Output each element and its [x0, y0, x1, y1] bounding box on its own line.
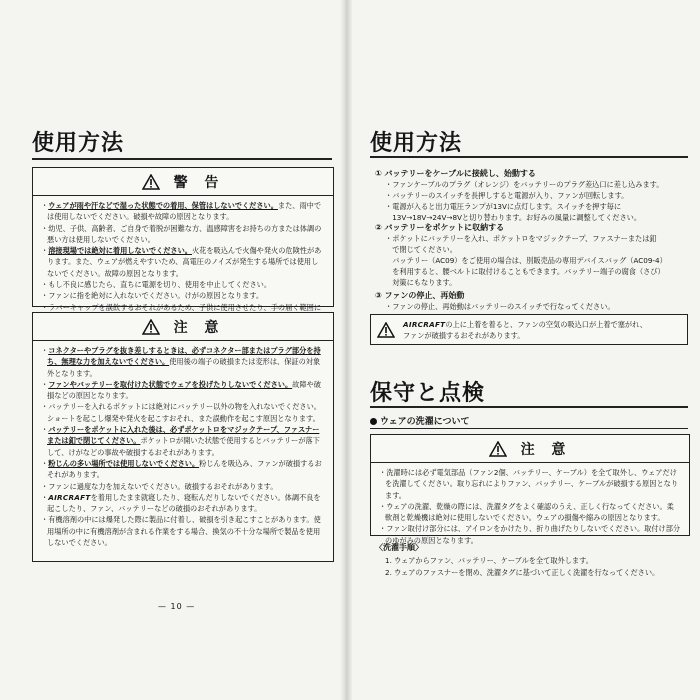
caution-heading: 注 意 — [173, 319, 225, 336]
list-item: ・ バッテリーをポケットに入れた後は、必ずポケットロをマジックテープ、ファスナーまたは釦で閉じてください。ポケットロが開いた状態で使用するとバッテリーが落下して、けがなどの事故や破損するおそれがあります。 — [47, 424, 325, 458]
title-rule — [32, 158, 332, 160]
emphasis-text: ファンやバッテリーを取付けた状態でウェアを投げたりしないでください。 — [48, 379, 293, 389]
list-item: ・ 幼児、子供、高齢者、ご自身で着脱が困難な方、温感障害をお持ちの方または体調の悪い方は使用しないでください。 — [47, 223, 325, 246]
step-lines — [385, 233, 667, 288]
step-line: バッテリー（AC09）をご使用の場合は、別販売品の専用デバイスバッグ（AC09-4） — [385, 256, 667, 265]
page-title: 使用方法 — [370, 131, 463, 156]
list-item: ・ 有機溶剤の中には爆発した際に製品に付着し、破損を引き起こすことがあります。使用場所の中に有機溶剤が含まれる作業をする場合、換気の不十分な場所で製品を使用しないでください。 — [47, 514, 325, 548]
list-item: ・ ファン取付け部分には、アイロンをかけたり、折り曲げたりしないでください。取付け部分のゆがみの原因となります。 — [385, 523, 681, 546]
warning-box — [32, 167, 334, 312]
emphasis-text: コネクターやプラグを抜き差しするときは、必ずコネクター部またはプラグ部分を持ち、無理な力を加えないでください。 — [47, 346, 321, 367]
step-title: ② バッテリーをポケットに収納する — [375, 223, 505, 232]
laundry-heading — [370, 414, 469, 427]
step-line: を利用すると、腰ベルトに取付けることもできます。バッテリー端子の腐食（さび） — [385, 267, 665, 276]
list-item: ・ AIRCRAFTを着用したまま就寝したり、寝転んだりしないでください。体調不良を起こしたり、ファン、バッテリーなどの破損のおそれがあります。 — [47, 492, 325, 515]
warning-heading: 警 告 — [173, 174, 225, 191]
list-item: ・ コネクターやプラグを抜き差しするときは、必ずコネクター部またはプラグ部分を持ち、無理な力を加えないでください。使用後の端子の破損または変形は、保証の対象外となります。 — [47, 345, 325, 379]
page-number: — 10 — — [158, 602, 196, 611]
aircraft-warning-strip — [370, 314, 688, 345]
left-page — [0, 0, 345, 700]
right-page — [345, 0, 700, 700]
list-item: ・ 溶接現場では絶対に着用しないでください。火花を吸込んで火傷や発火の危険性があります。また、ウェアが燃えやすいため、高電圧のノイズが発生する場所では使用しないでください。故障の原因となります。 — [47, 245, 325, 279]
step-title: ③ ファンの停止、再始動 — [375, 291, 465, 300]
caution-box — [32, 312, 334, 562]
procedure-title: 〈洗濯手順〉 — [375, 543, 423, 552]
maintenance-rule — [370, 406, 688, 408]
step-line: ・ファンの停止、再始動はバッテリーのスイッチで行なってください。 — [385, 302, 615, 311]
warning-triangle-icon — [142, 174, 160, 190]
emphasis-text: ウェアが雨や汗などで湿った状態での着用、保管はしないでください。 — [48, 201, 278, 210]
page-title: 使用方法 — [32, 131, 125, 156]
emphasis-text: 溶接現場では絶対に着用しないでください。 — [48, 246, 192, 256]
laundry-heading-rule — [370, 428, 688, 429]
step-lines — [385, 301, 615, 312]
laundry-heading-text: ウェアの洗濯について — [380, 417, 470, 427]
warning-strip-line1: の上に上着を着ると、ファンの空気の吸込口が上着で塞がれ、 — [445, 319, 647, 329]
list-item: ・ もし不良に感じたら、直ちに電源を切り、使用を中止してください。 — [47, 279, 325, 290]
caution-list — [33, 341, 333, 548]
list-item: ・ バッテリーを入れるポケットには絶対にバッテリー以外の物を入れないでください。ショートを起こし爆発や発火を起こすおそれ、また誤動作を起こす原因となります。 — [47, 401, 325, 424]
step-line: ・ポケットにバッテリーを入れ、ポケットロをマジックテープ、ファスナーまたは釦 — [385, 234, 657, 243]
list-item: ・ ファンに過度な力を加えないでください。破損するおそれがあります。 — [47, 481, 325, 492]
step-line: 対策にもなります。 — [385, 278, 457, 287]
emphasis-text: 粉じんの多い場所では使用しないでください。 — [48, 458, 200, 468]
step-line: で閉じてください。 — [385, 245, 457, 254]
list-item: ・ ファンに指を絶対に入れないでください。けがの原因となります。 — [47, 290, 325, 301]
emphasis-text: バッテリーをポケットに入れた後は、必ずポケットロをマジックテープ、ファスナーまたは釦で閉じてください。 — [47, 425, 320, 446]
list-item: ・ ファンやバッテリーを取付けた状態でウェアを投げたりしないでください。故障や破損などの原因となります。 — [47, 379, 325, 402]
caution-box-header — [33, 313, 333, 341]
list-item: ・ ウェアの洗濯、乾燥の際には、洗濯タグをよく確認のうえ、正しく行なってください。柔軟剤と乾燥機は絶対に使用しないでください。ウェアの損傷や縮みの原因となります。 — [385, 501, 681, 524]
warning-triangle-icon — [489, 441, 507, 457]
list-item: ・ ラバーキャップを誤飲するおそれがあるため、子供に使用させたり、手の届く範囲に — [47, 302, 325, 325]
laundry-caution-box — [370, 434, 690, 545]
warning-triangle-icon — [377, 322, 395, 338]
step-lines — [385, 179, 663, 223]
list-item: ・ ウェアが雨や汗などで湿った状態での着用、保管はしないでください。また、雨中では使用しないでください。破損や故障の原因となります。 — [47, 200, 325, 223]
procedure-list — [385, 555, 659, 579]
laundry-caution-heading: 注 意 — [520, 441, 572, 458]
aircraft-brand: AIRCRAFT — [403, 319, 446, 329]
filled-circle-icon — [370, 418, 377, 425]
step-line: ・電源が入ると出力電圧ランプが13Vに点灯します。スイッチを押す毎に — [385, 202, 622, 211]
laundry-caution-list — [371, 463, 689, 546]
warning-triangle-icon — [142, 319, 160, 335]
aircraft-brand: AIRCRAFT — [48, 492, 91, 502]
title-rule — [370, 156, 688, 158]
warning-list — [33, 196, 333, 324]
step-line: ・バッテリーのスイッチを長押しすると電源が入り、ファンが回転します。 — [385, 191, 629, 200]
procedure-step: 2. ウェアのファスナーを閉め、洗濯タグに基づいて正しく洗濯を行なってください。 — [385, 568, 660, 577]
list-item: ・ 粉じんの多い場所では使用しないでください。粉じんを吸込み、ファンが破損するおそれがあります。 — [47, 458, 325, 481]
list-item: ・ 洗濯時には必ず電気部品（ファン2個、バッテリー、ケーブル）を全て取外し、ウェアだけを洗濯してください。取り忘れによりファン、バッテリー、ケーブルが破損する原因となります。 — [385, 467, 681, 501]
maintenance-title: 保守と点検 — [370, 381, 486, 406]
warning-box-header — [33, 168, 333, 196]
step-line: 13V→18V→24V→8Vと切り替わります。お好みの風量に調整してください。 — [385, 213, 642, 222]
aircraft-warning-text — [403, 319, 647, 341]
step-line: ・ファンケーブルのプラグ（オレンジ）をバッテリーのプラグ差込口に差し込みます。 — [385, 180, 664, 189]
warning-strip-line2: ファンが破損するおそれがあります。 — [403, 330, 525, 340]
procedure-step: 1. ウェアからファン、バッテリー、ケーブルを全て取外します。 — [385, 556, 593, 565]
laundry-caution-header — [371, 435, 689, 463]
step-title: ① バッテリーをケーブルに接続し、始動する — [375, 169, 536, 178]
